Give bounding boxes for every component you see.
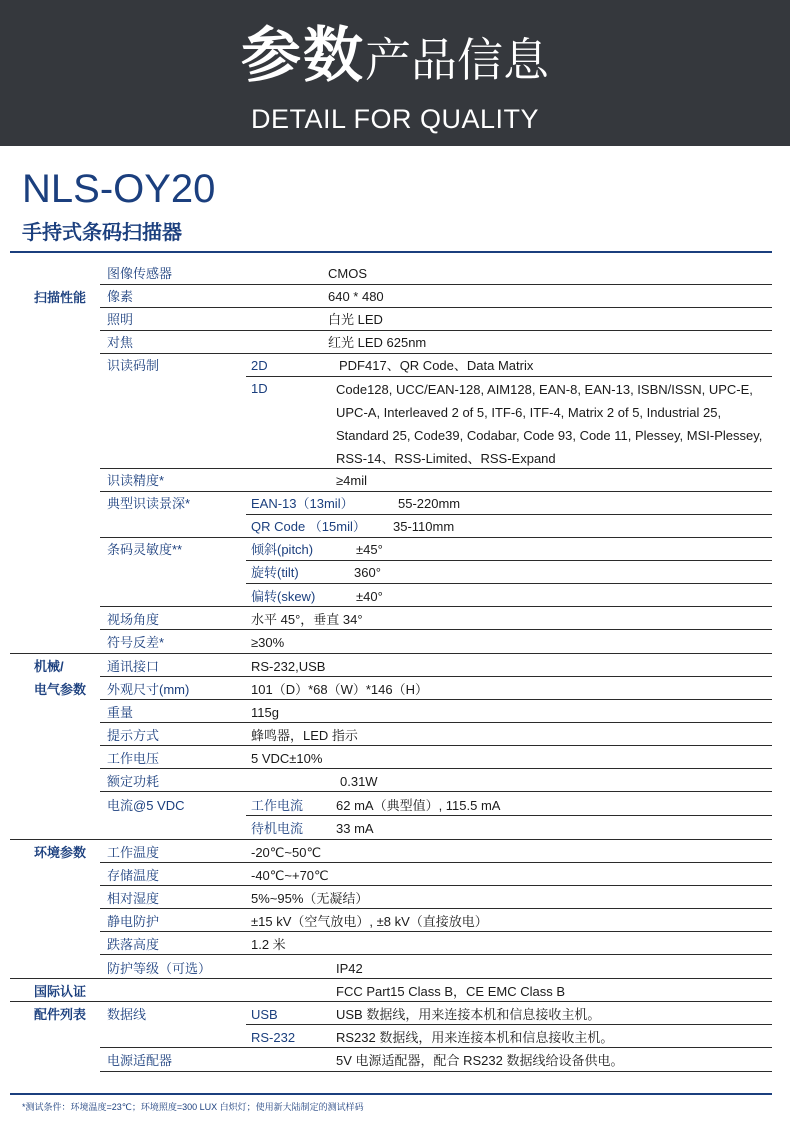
row-divider	[10, 653, 772, 654]
row-divider	[100, 353, 772, 354]
value-dimensions: 101（D）*68（W）*146（H）	[251, 682, 429, 697]
label-illumination: 照明	[107, 312, 134, 327]
row-divider	[100, 699, 772, 700]
row-divider	[100, 537, 772, 538]
value-illumination: 白光 LED	[328, 312, 383, 327]
row-divider	[100, 954, 772, 955]
label-resolution: 识读精度*	[107, 473, 165, 488]
value-weight: 115g	[251, 705, 279, 720]
value-storage-temp: -40℃~+70℃	[251, 868, 329, 883]
row-divider	[100, 885, 772, 886]
value-indication: 蜂鸣器，LED 指示	[251, 728, 358, 743]
category-accessories: 配件列表	[34, 1007, 87, 1022]
row-divider	[100, 791, 772, 792]
product-name: 手持式条码扫描器	[22, 220, 182, 244]
category-cert: 国际认证	[34, 984, 87, 999]
value-pixels: 640 * 480	[328, 289, 384, 304]
sublabel-pitch: 倾斜(pitch)	[251, 542, 314, 557]
label-aiming: 对焦	[107, 335, 134, 350]
row-divider	[100, 307, 772, 308]
sublabel-skew: 偏转(skew)	[251, 589, 316, 604]
row-divider	[246, 514, 772, 515]
footnote: *测试条件：环境温度=23℃；环境照度=300 LUX 白炽灯；使用新大陆制定的测试样码	[22, 1102, 364, 1112]
label-contrast: 符号反差*	[107, 635, 165, 650]
label-storage-temp: 存储温度	[107, 868, 160, 883]
row-divider	[100, 284, 772, 285]
row-divider	[100, 722, 772, 723]
banner-title	[0, 21, 790, 91]
row-divider	[100, 1071, 772, 1072]
label-voltage: 工作电压	[107, 751, 160, 766]
label-op-temp: 工作温度	[107, 845, 160, 860]
row-divider	[246, 583, 772, 584]
value-voltage: 5 VDC±10%	[251, 751, 323, 766]
row-divider	[100, 629, 772, 630]
label-pixels: 像素	[107, 289, 134, 304]
sublabel-2d: 2D	[251, 358, 268, 373]
row-divider	[100, 330, 772, 331]
label-adapter: 电源适配器	[107, 1053, 173, 1068]
row-divider	[10, 1001, 772, 1002]
label-interface: 通讯接口	[107, 659, 160, 674]
category-mech-line1: 机械/	[34, 659, 64, 674]
value-power: 0.31W	[340, 774, 378, 789]
value-1d: Code128, UCC/EAN-128, AIM128, EAN-8, EAN-13, ISBN/ISSN, UPC-E, UPC-A, Interleaved 2 of 5, ITF-6, ITF-4, Matrix 2 of 5, Industrial 25, Standard 25, Code39, Codabar, Code 93, Code 11, Plessey, MSI-Plessey, RSS-14、RSS-Limited、RSS-Expand	[336, 382, 763, 466]
row-divider	[100, 676, 772, 677]
label-symbologies: 识读码制	[107, 358, 160, 373]
label-cable: 数据线	[107, 1007, 147, 1022]
label-indication: 提示方式	[107, 728, 160, 743]
sublabel-dof-ean: EAN-13（13mil）	[251, 496, 354, 511]
row-divider	[100, 931, 772, 932]
table-bottom-line	[10, 1093, 772, 1095]
category-env: 环境参数	[34, 845, 87, 860]
header-banner	[0, 0, 790, 146]
value-interface: RS-232,USB	[251, 659, 326, 674]
value-sensor: CMOS	[328, 266, 367, 281]
sublabel-standby-current: 待机电流	[251, 821, 304, 836]
value-contrast: ≥30%	[251, 635, 285, 650]
label-fov: 视场角度	[107, 612, 160, 627]
value-dof-qr: 35-110mm	[393, 519, 455, 534]
value-usb: USB 数据线，用来连接本机和信息接收主机。	[336, 1007, 601, 1022]
label-esd: 静电防护	[107, 914, 160, 929]
label-dimensions: 外观尺寸(mm)	[107, 682, 190, 697]
label-drop: 跌落高度	[107, 937, 160, 952]
row-divider	[100, 745, 772, 746]
value-op-current: 62 mA（典型值）, 115.5 mA	[336, 798, 501, 813]
label-sensor: 图像传感器	[107, 266, 173, 281]
value-pitch: ±45°	[356, 542, 383, 557]
value-op-temp: -20℃~50℃	[251, 845, 322, 860]
sublabel-1d: 1D	[251, 381, 268, 396]
value-2d: PDF417、QR Code、Data Matrix	[339, 358, 534, 373]
category-mech-line2: 电气参数	[34, 682, 87, 697]
row-divider	[246, 1024, 772, 1025]
value-skew: ±40°	[356, 589, 383, 604]
row-divider	[100, 908, 772, 909]
value-fov: 水平 45°，垂直 34°	[251, 612, 363, 627]
row-divider	[100, 491, 772, 492]
row-divider	[100, 768, 772, 769]
row-divider	[100, 1047, 772, 1048]
label-weight: 重量	[107, 705, 134, 720]
label-power: 额定功耗	[107, 774, 160, 789]
value-adapter: 5V 电源适配器，配合 RS232 数据线给设备供电。	[336, 1053, 624, 1068]
value-humidity: 5%~95%（无凝结）	[251, 891, 369, 906]
value-tilt: 360°	[354, 565, 381, 580]
sublabel-usb: USB	[251, 1007, 278, 1022]
row-divider	[10, 978, 772, 979]
value-esd: ±15 kV（空气放电）, ±8 kV（直接放电）	[251, 914, 488, 929]
table-top-line	[10, 251, 772, 253]
row-divider	[10, 839, 772, 840]
value-standby-current: 33 mA	[336, 821, 374, 836]
value-dof-ean: 55-220mm	[398, 496, 461, 511]
product-model: NLS-OY20	[22, 167, 216, 211]
label-current: 电流@5 VDC	[107, 798, 185, 813]
row-divider	[246, 376, 772, 377]
row-divider	[100, 606, 772, 607]
row-divider	[100, 862, 772, 863]
label-sensitivity: 条码灵敏度**	[107, 542, 183, 557]
row-divider	[246, 560, 772, 561]
value-ip: IP42	[336, 961, 363, 976]
value-drop: 1.2 米	[251, 937, 286, 952]
sublabel-tilt: 旋转(tilt)	[251, 565, 299, 580]
label-ip: 防护等级（可选）	[107, 961, 212, 976]
value-aiming: 红光 LED 625nm	[328, 335, 427, 350]
value-rs232: RS232 数据线，用来连接本机和信息接收主机。	[336, 1030, 614, 1045]
sublabel-dof-qr: QR Code （15mil）	[251, 519, 366, 534]
banner-title-rest: 产品信息	[365, 33, 549, 87]
value-resolution: ≥4mil	[336, 473, 367, 488]
banner-subtitle: DETAIL FOR QUALITY	[250, 104, 540, 134]
category-scan: 扫描性能	[34, 290, 87, 305]
row-divider	[246, 815, 772, 816]
sublabel-op-current: 工作电流	[251, 798, 304, 813]
value-certification: FCC Part15 Class B，CE EMC Class B	[336, 984, 565, 999]
label-dof: 典型识读景深*	[107, 496, 191, 511]
sublabel-rs232: RS-232	[251, 1030, 296, 1045]
banner-title-bold: 参数	[241, 21, 365, 91]
label-humidity: 相对湿度	[107, 891, 160, 906]
